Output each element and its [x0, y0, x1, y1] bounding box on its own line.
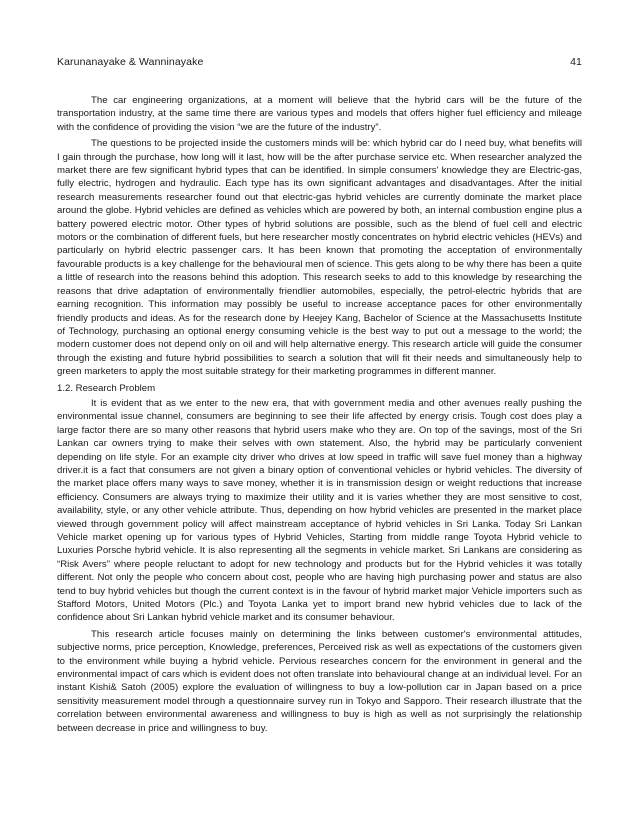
paragraph-intro-2: The questions to be projected inside the customers minds will be: which hybrid car do I need buy, what benefits will I gain through the purchase, how long will it last, how will be the after purchase service etc. When researcher analyzed the market there are few significant hybrid types that can be identified. In simple consumers' knowledge they are Electric-gas, fully electric, hydrogen and hydraulic. Each type has its own significant advantages and disadvantages. After the initial research measurements researcher found out that electric-gas hybrid vehicles are currently dominate the market place around the globe. Hybrid vehicles are defined as vehicles which are powered by both, an internal combustion engine plus a battery powered electric motor. Other types of hybrid solutions are possible, such as the blend of fuel cell and electric motors or the combination of different fuels, but here researcher mostly concentrates on hybrid electric vehicles (HEVs) and particularly on hybrid electric passenger cars. It has been known that promoting the acceptation of environmentally favourable products is a key challenge for the behavioural men of science. This gets along to be why there has been a quite a little of research into the reasons behind this adoption. This research seeks to add to this knowledge by researching the reasons that drive adaptation of environmentally friendlier automobiles, especially, the petrol-electric hybrids that are earning recognition. This information may possibly be useful to increase acceptance paces for other environmentally friendly products and ideas. As for the research done by Heejey Kang, Bachelor of Science at the Massachusetts Institute of Technology, purchasing an optional energy consuming vehicle is the best way to put out a message to the world; the modern customer does not depend only on oil and will help alternative energy. This research article will guide the consumer through the existing and future hybrid possibilities to search a solution that will fit their needs and simultaneously help to green marketers to apply the most suitable strategy for their marketing programmes in different manner. — [57, 138, 582, 378]
document-page — [57, 56, 582, 735]
paragraph-research-problem-2: This research article focuses mainly on determining the links between customer's environmental attitudes, subjective norms, price perception, Knowledge, preferences, Perceived risk as well as expectations of the customers given to the environment while buying a hybrid vehicle. Pervious researches concern for the environment in general and the environmental impact of cars which is evident does not often translate into behavioural change at an individual level. For an instant Kishi& Satoh (2005) explore the evaluation of willingness to buy a low-pollution car in Japan based on a price sensitivity measurement model through a questionnaire survey run in Tokyo and Sapporo. Their research illustrate that the correlation between environmental awareness and willingness to buy is high as well as not surprisingly the relationship between decrease in price and willingness to buy. — [57, 628, 582, 734]
running-header — [57, 56, 582, 68]
article-body — [57, 94, 582, 735]
paragraph-research-problem-1: It is evident that as we enter to the new era, that with government media and other avenues really pushing the environmental issue channel, consumers are beginning to see their life affected by energy crisis. Tough cost does play a large factor there are so many other reasons that hybrid users make who they are. On top of the savings, most of the Sri Lankan car owners trying to make their selves with own statement. Also, the hybrid may be particularly convenient depending on life style. For an example city driver who drives at low speed in traffic will save fuel money than a highway driver.it is a fact that consumers are not given a binary option of conventional vehicles or hybrid vehicles. The diversity of the market place offers many ways to save money, whether it is in transmission design or weight reductions that increase efficiency. Consumers are always trying to maximize their utility and it is varies whether they are most sensitive to cost, availability, style, or any other vehicle attribute. Thus, depending on how hybrid vehicles are presented in the market place viewed through government policy will affect mainstream acceptance of hybrid vehicles in Sri Lanka. Today Sri Lankan Vehicle market opening up for various types of Hybrid Vehicles, Starting from middle range Toyota Hybrid vehicle to Luxuries Porsche hybrid vehicle. It is also representing all the segments in vehicle market. Sri Lankans are considering as “Risk Avers” where people reluctant to adopt for new technology and products but for the Hybrid vehicles it was totally different. Not only the people who concern about cost, people who are having high purchasing power and status are also tend to buy hybrid vehicles but though the current context is in the favour of hybrid market major Vehicle importers such as Stafford Motors, United Motors (Plc.) and Toyota Lanka yet to import brand new hybrid vehicles due to lack of the confidence about Sri Lankan hybrid vehicle market and its consumer behaviour. — [57, 397, 582, 624]
section-heading-research-problem: 1.2. Research Problem — [57, 382, 156, 394]
paragraph-intro-1: The car engineering organizations, at a moment will believe that the hybrid cars will be the future of the transportation industry, at the same time there are various types and models that offers higher fuel efficiency and mileage with the confidence of providing the vision “we are the future of the industry”. — [57, 95, 582, 133]
header-authors: Karunanayake & Wanninayake — [57, 56, 204, 68]
page-number: 41 — [570, 56, 582, 68]
